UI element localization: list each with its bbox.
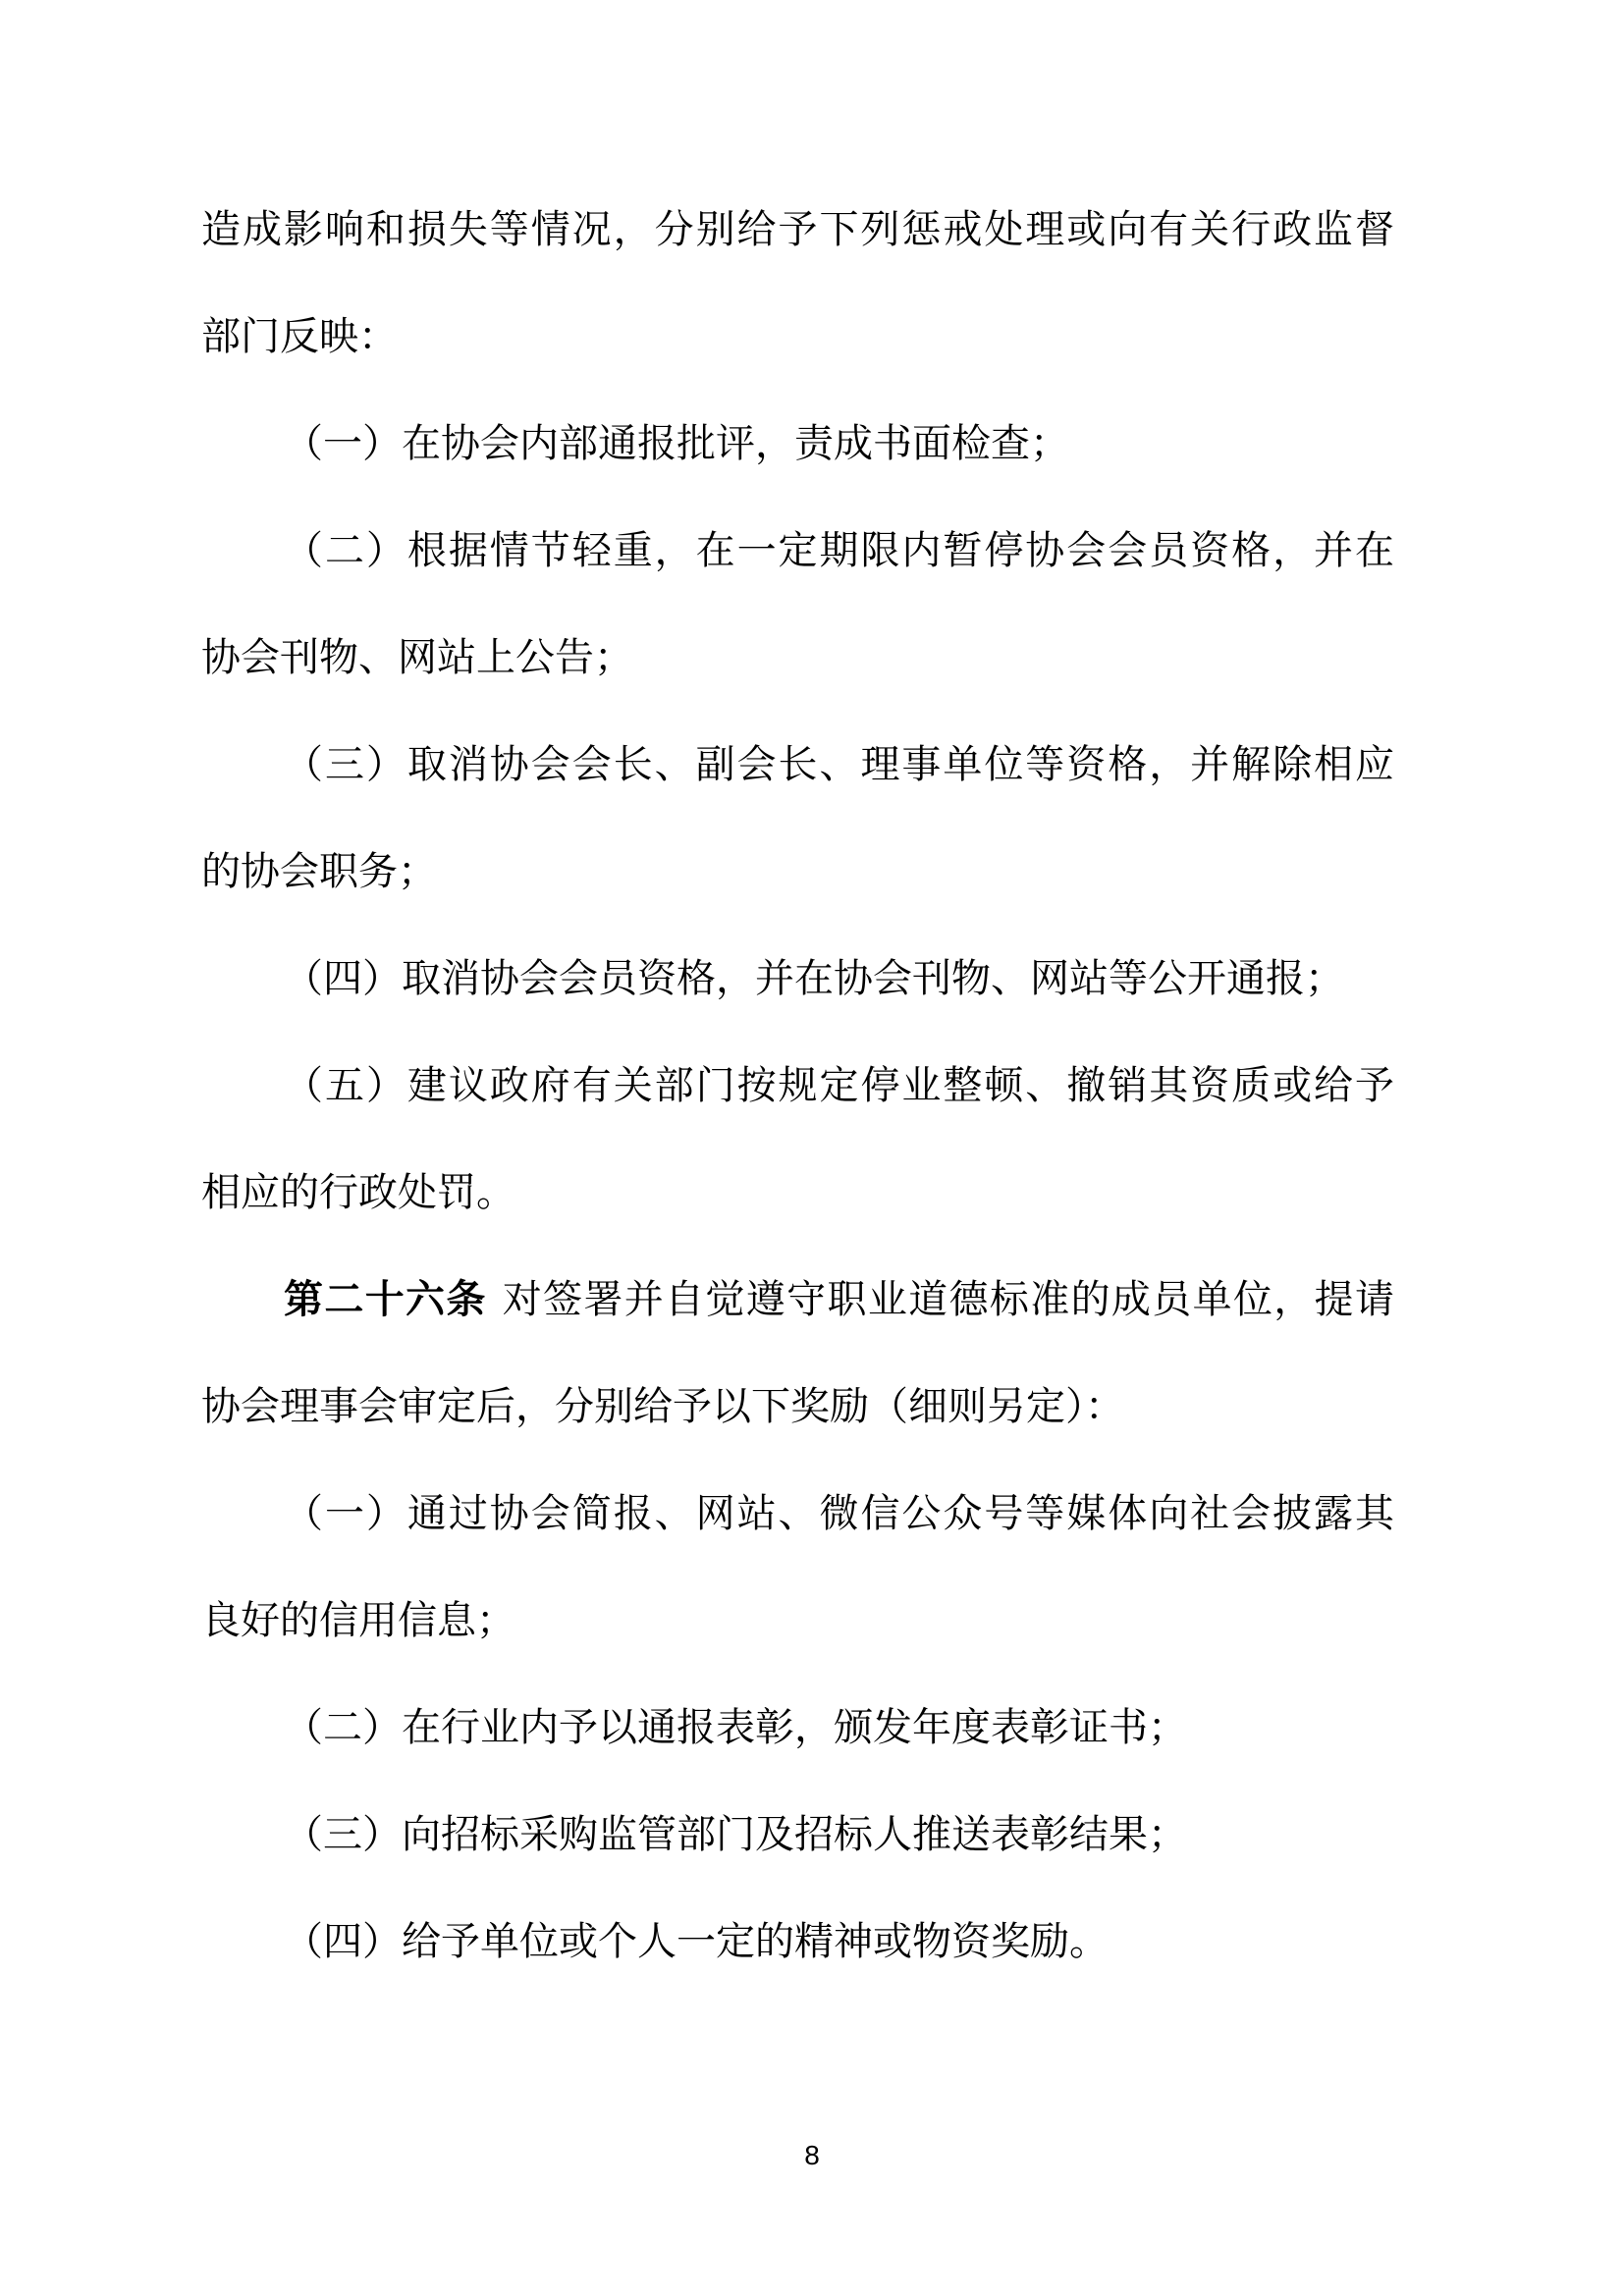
- doc-line-item-3: （三）取消协会会长、副会长、理事单位等资格，并解除相应: [284, 743, 1394, 786]
- doc-line: 部门反映：: [201, 315, 398, 358]
- doc-line-item-1: （一）在协会内部通报批评，责成书面检查；: [284, 422, 1069, 465]
- doc-line: 协会刊物、网站上公告；: [201, 636, 633, 679]
- doc-line-item-3: （三）向招标采购监管部门及招标人推送表彰结果；: [284, 1813, 1187, 1856]
- doc-line-item-5: （五）建议政府有关部门按规定停业整顿、撤销其资质或给予: [284, 1064, 1394, 1107]
- doc-line: 良好的信用信息；: [201, 1599, 515, 1642]
- article-text: 对签署并自觉遵守职业道德标准的成员单位，提请: [502, 1278, 1395, 1321]
- doc-line: 造成影响和损失等情况，分别给予下列惩戒处理或向有关行政监督: [201, 208, 1394, 251]
- doc-line-article-26: [201, 1247, 1394, 1354]
- page-number: 8: [804, 2140, 820, 2170]
- doc-line-item-2: （二）根据情节轻重，在一定期限内暂停协会会员资格，并在: [284, 529, 1394, 572]
- doc-line-item-4: （四）取消协会会员资格，并在协会刊物、网站等公开通报；: [284, 957, 1344, 1000]
- article-number-heading: 第二十六条: [284, 1278, 487, 1321]
- doc-line-item-2: （二）在行业内予以通报表彰，颁发年度表彰证书；: [284, 1706, 1187, 1749]
- doc-line-item-1: （一）通过协会简报、网站、微信公众号等媒体向社会披露其: [284, 1492, 1394, 1535]
- doc-line: 的协会职务；: [201, 850, 437, 893]
- doc-line: 协会理事会审定后，分别给予以下奖励（细则另定）：: [201, 1385, 1124, 1428]
- doc-line: 相应的行政处罚。: [201, 1171, 515, 1214]
- doc-line-item-4: （四）给予单位或个人一定的精神或物资奖励。: [284, 1920, 1109, 1963]
- document-body: [201, 177, 1394, 1996]
